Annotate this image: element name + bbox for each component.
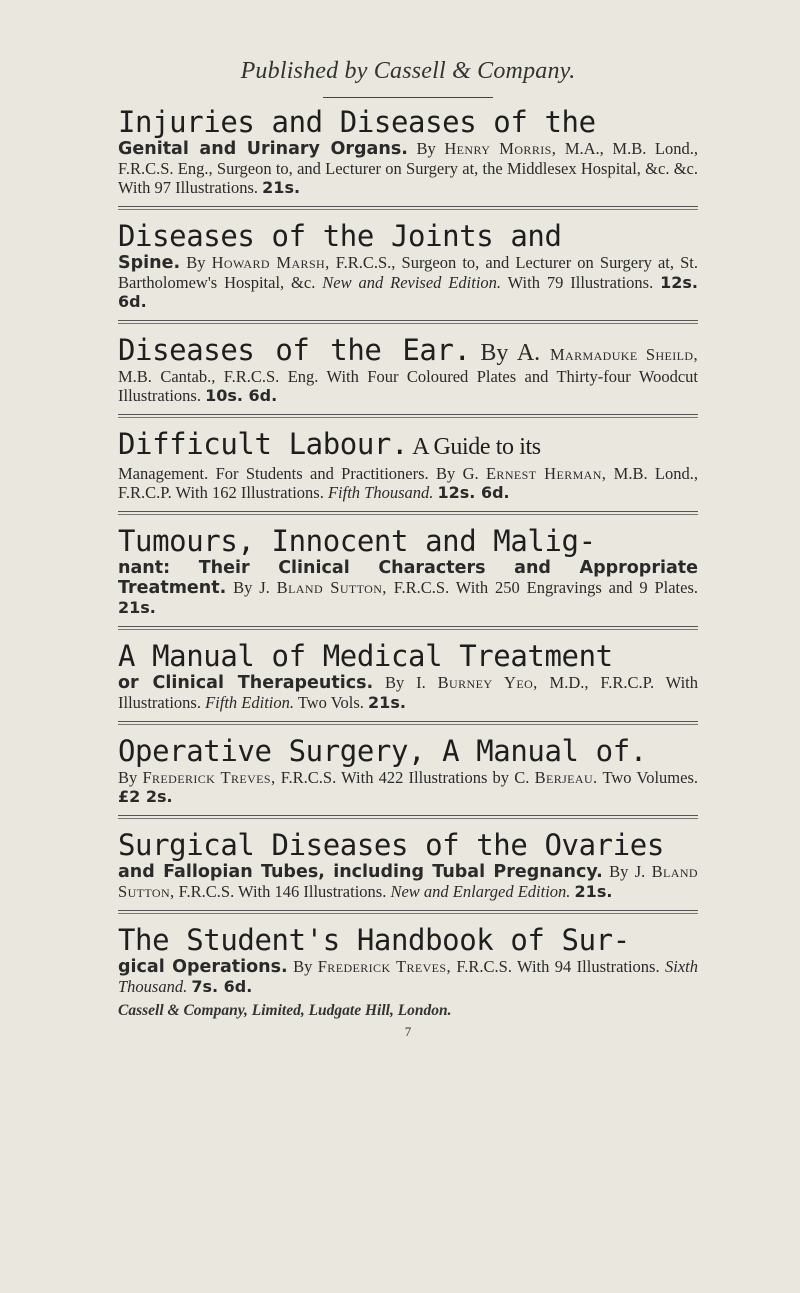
book-price: 21s.: [574, 882, 613, 901]
book-edition: Fifth Thousand.: [327, 483, 434, 502]
book-subtitle: Spine.: [118, 253, 181, 273]
book-subtitle: and Fallopian Tubes, including Tubal Pregnancy.: [118, 862, 603, 882]
divider: [118, 626, 698, 630]
book-author: Bland Sutton,: [276, 578, 387, 597]
book-entry-operative-surgery: [118, 735, 698, 806]
book-author: Ernest Herman,: [485, 464, 607, 483]
book-author: Henry Morris,: [444, 139, 557, 158]
book-subtitle: gical Operations.: [118, 957, 288, 977]
book-entry-ovaries: [118, 829, 698, 901]
book-price: 21s.: [262, 178, 301, 197]
book-description: nant: Their Clinical Characters and Appropriate Treatment. By J. Bland Sutton, F.R.C.S. With 250 Engravings and 9 Plates. 21s.: [118, 558, 698, 617]
book-title-line: Difficult Labour. A Guide to its: [118, 427, 541, 461]
divider: [118, 414, 698, 418]
book-subtitle: Genital and Urinary Organs.: [118, 139, 408, 159]
book-description: Genital and Urinary Organs. By Henry Morris, M.A., M.B. Lond., F.R.C.S. Eng., Surgeon to, and Lecturer on Surgery at, the Middlesex Hospital, &c. &c. With 97 Illustrations. 21s.: [118, 139, 699, 197]
book-illustrator: Berjeau.: [534, 768, 598, 787]
book-price: 12s. 6d.: [118, 273, 698, 311]
catalogue-page: [118, 58, 698, 1040]
book-entry-ear: [118, 334, 698, 405]
book-author: Bland Sutton,: [118, 862, 698, 901]
book-description: or Clinical Therapeutics. By I. Burney Yeo, M.D., F.R.C.P. With Illustrations. Fifth Edition. Two Vols. 21s.: [118, 673, 698, 712]
book-price: £2 2s.: [118, 787, 173, 806]
book-author: Frederick Treves,: [142, 768, 276, 787]
book-price: 7s. 6d.: [191, 977, 253, 996]
book-title: Surgical Diseases of the Ovaries: [118, 828, 664, 862]
book-description: By Frederick Treves, F.R.C.S. With 422 Illustrations by C. Berjeau. Two Volumes. £2 2s.: [118, 768, 698, 806]
book-entry-injuries: [118, 106, 698, 197]
divider: [118, 721, 698, 725]
book-subtitle: or Clinical Therapeutics.: [118, 673, 374, 693]
divider: [118, 206, 698, 210]
book-price: 21s.: [368, 693, 406, 712]
book-edition: Sixth Thousand.: [118, 957, 698, 996]
book-edition: New and Revised Edition.: [322, 273, 502, 292]
book-entry-students-handbook: [118, 924, 698, 996]
book-description: Management. For Students and Practitioners. By G. Ernest Herman, M.B. Lond., F.R.C.P. With 162 Illustrations. Fifth Thousand. 12s. 6d.: [118, 464, 698, 502]
book-title: Tumours, Innocent and Malig-: [118, 524, 596, 558]
book-edition: Fifth Edition.: [205, 693, 294, 712]
book-description: Spine. By Howard Marsh, F.R.C.S., Surgeon to, and Lecturer on Surgery at, St. Bartholomew's Hospital, &c. New and Revised Edition. With 79 Illustrations. 12s. 6d.: [118, 253, 698, 311]
divider: [118, 815, 698, 819]
divider: [118, 910, 698, 914]
book-title: Difficult Labour.: [118, 427, 409, 461]
book-title: A Manual of Medical Treatment: [118, 639, 613, 673]
book-author: Howard Marsh,: [211, 253, 330, 272]
book-title: Diseases of the Ear.: [118, 333, 471, 367]
book-entry-tumours: [118, 525, 698, 617]
book-description: gical Operations. By Frederick Treves, F.R.C.S. With 94 Illustrations. Sixth Thousand. 7s. 6d.: [118, 957, 698, 996]
book-title: The Student's Handbook of Sur-: [118, 923, 630, 957]
book-title: Operative Surgery, A Manual of.: [118, 734, 647, 768]
book-price: 10s. 6d.: [205, 386, 278, 405]
book-author: Frederick Treves,: [317, 957, 452, 976]
divider: [118, 511, 698, 515]
publisher-imprint: Cassell & Company, Limited, Ludgate Hill, London.: [118, 1002, 452, 1019]
book-title: Diseases of the Joints and: [118, 219, 562, 253]
book-price: 21s.: [118, 598, 156, 617]
book-subtitle: nant: Their Clinical Characters and Appropriate Treatment.: [118, 558, 698, 598]
book-description: and Fallopian Tubes, including Tubal Pregnancy. By J. Bland Sutton, F.R.C.S. With 146 Illustrations. New and Enlarged Edition. 21s.: [118, 862, 698, 901]
book-title: Injuries and Diseases of the: [118, 105, 596, 139]
book-entry-medical-treatment: [118, 640, 698, 712]
book-entry-joints: [118, 220, 698, 311]
book-description: Diseases of the Ear. By A. Marmaduke Sheild, M.B. Cantab., F.R.C.S. Eng. With Four Coloured Plates and Thirty-four Woodcut Illustrations. 10s. 6d.: [118, 333, 698, 405]
book-edition: New and Enlarged Edition.: [390, 882, 571, 901]
book-author: Burney Yeo,: [437, 673, 538, 692]
divider: [118, 320, 698, 324]
book-entry-labour: [118, 428, 698, 502]
page-number: 7: [404, 1024, 412, 1039]
header-rule: [323, 97, 493, 98]
page-header: Published by Cassell & Company.: [240, 58, 576, 84]
book-author: Marmaduke Sheild,: [549, 345, 698, 364]
book-price: 12s. 6d.: [437, 483, 510, 502]
